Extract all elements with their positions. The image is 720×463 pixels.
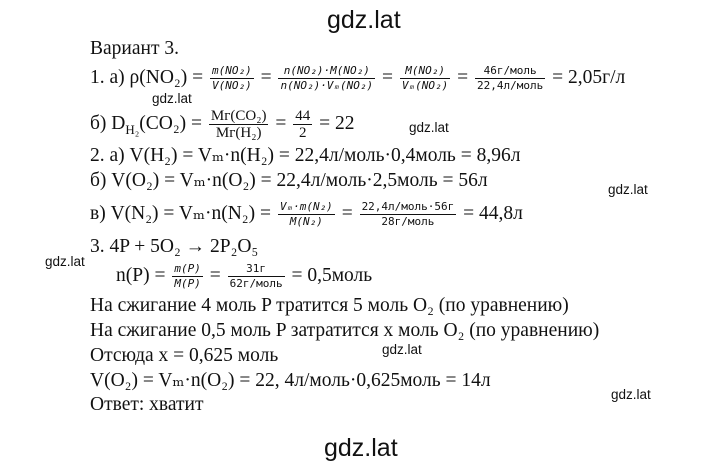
task1-a-result: = 2,05г/л (552, 66, 626, 88)
task2-c-prefix: в) V(N₂) = Vₘ·n(N₂) = (90, 202, 276, 224)
task1-b-line: б) $D_{H_2}(CO_2)$ = $\frac{\text{Mг(CO₂)}}{\text{Mг(H₂)}}$ = $\frac{44}{2}$ = 22 (90, 108, 355, 141)
task2-a-line: 2. а) V(H₂) = Vₘ·n(H₂) = 22,4л/моль·0,4моль = 8,96л (90, 145, 521, 166)
watermark-small-2: gdz.lat (409, 120, 449, 135)
task3-equation: 3. 4P + 5O₂ → 2P₂O₅ (90, 236, 259, 257)
task2-c-line: в) V(N₂) = Vₘ·n(N₂) = $\frac{\text{Vₘ·m(N₂)}}{\text{M(N₂)}}$ = $\frac{\text{22,4л/моль·56г}}{\text{28г/моль}}$ = 44,8л (90, 200, 523, 228)
task1-b-prefix-tail: (CO₂) = (139, 112, 207, 134)
fraction-amount-values: $\frac{31г}{\text{62г/моль}}$ (229, 262, 283, 290)
task3-answer: Ответ: хватит (90, 394, 204, 415)
task3-line2: На сжигание 0,5 моль P затратится x моль O₂ (по уравнению) (90, 320, 600, 341)
watermark-small-1: gdz.lat (152, 91, 192, 106)
task3-n-prefix: n(P) = (116, 264, 171, 286)
task1-b-prefix-sub: H₂ (125, 121, 140, 137)
watermark-bottom: gdz.lat (324, 434, 398, 462)
fraction-44-over-2: $\frac{44}{2}$ (295, 108, 311, 141)
watermark-small-3: gdz.lat (608, 182, 648, 197)
task1-a-line: 1. а) ρ(NO₂) = $\frac{\text{m(NO₂)}}{\text{V(NO₂)}}$ = $\frac{\text{n(NO₂)·M(NO₂)}}{\text{n(NO₂)·Vₘ(NO₂)}}$ = $\frac{\text{M(NO₂)}}{\text{Vₘ(NO₂)}}$ = $\frac{\text{46г/моль}}{\text{22,4л/моль}}$ = 2,05г/л (90, 64, 626, 92)
variant-title: Вариант 3. (90, 38, 179, 59)
task1-b-result: = 22 (319, 112, 355, 134)
fraction-volume-values: $\frac{\text{22,4л/моль·56г}}{\text{28г/моль}}$ (361, 200, 455, 228)
task3-n-line: n(P) = $\frac{m(P)}{M(P)}$ = $\frac{31г}{\text{62г/моль}}$ = 0,5моль (116, 262, 373, 290)
fraction-relative-mass: $\frac{\text{Mг(CO₂)}}{\text{Mг(H₂)}}$ (210, 108, 267, 141)
fraction-mass-over-volume: $\frac{\text{m(NO₂)}}{\text{V(NO₂)}}$ (211, 64, 252, 92)
watermark-small-5: gdz.lat (382, 342, 422, 357)
fraction-molar-mass-over-molar-volume: $\frac{\text{M(NO₂)}}{\text{Vₘ(NO₂)}}$ (401, 64, 449, 92)
watermark-top: gdz.lat (327, 6, 401, 34)
fraction-amount-formula: $\frac{m(P)}{M(P)}$ (174, 262, 201, 290)
task1-a-prefix: 1. а) ρ(NO₂) = (90, 66, 208, 88)
watermark-small-6: gdz.lat (611, 387, 651, 402)
task3-line1: На сжигание 4 моль P тратится 5 моль O₂ (по уравнению) (90, 295, 569, 316)
task3-line4: V(O₂) = Vₘ·n(O₂) = 22, 4л/моль·0,625моль = 14л (90, 370, 491, 391)
fraction-values-density: $\frac{\text{46г/моль}}{\text{22,4л/моль}}$ (477, 64, 544, 92)
task3-line3: Отсюда x = 0,625 моль (90, 345, 279, 366)
task2-c-result: = 44,8л (463, 202, 523, 224)
task1-b-prefix-main: б) D (90, 112, 126, 134)
task2-b-line: б) V(O₂) = Vₘ·n(O₂) = 22,4л/моль·2,5моль = 56л (90, 170, 488, 191)
watermark-small-4: gdz.lat (45, 254, 85, 269)
task3-n-result: = 0,5моль (291, 264, 373, 286)
fraction-n-molar-mass: $\frac{\text{n(NO₂)·M(NO₂)}}{\text{n(NO₂)·Vₘ(NO₂)}}$ (280, 64, 374, 92)
fraction-volume-formula: $\frac{\text{Vₘ·m(N₂)}}{\text{M(N₂)}}$ (279, 200, 333, 228)
